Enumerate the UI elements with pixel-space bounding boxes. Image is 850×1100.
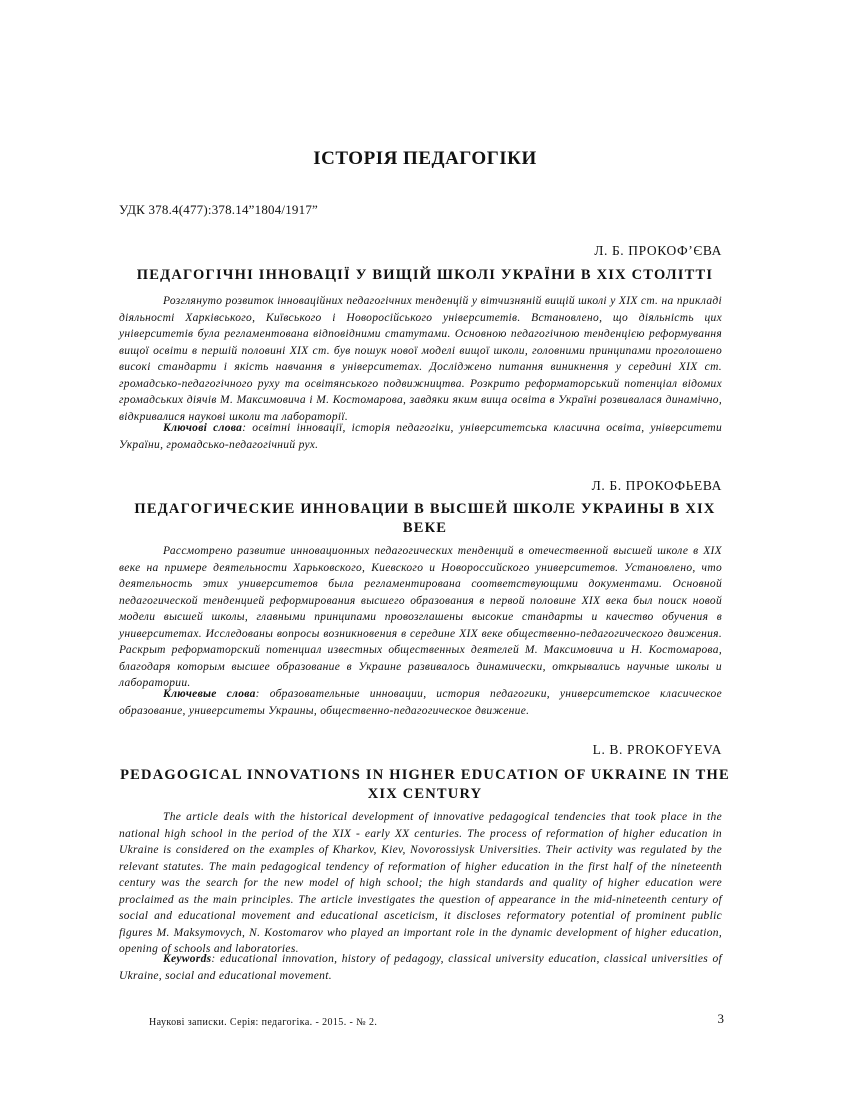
title-russian: ПЕДАГОГИЧЕСКИЕ ИННОВАЦИИ В ВЫСШЕЙ ШКОЛЕ УКРАИНЫ В XIX ВЕКЕ xyxy=(134,501,716,536)
page-number: 3 xyxy=(717,1011,724,1026)
keywords-label-russian: Ключевые слова xyxy=(163,688,256,700)
author-ukrainian: Л. Б. ПРОКОФ’ЄВА xyxy=(594,243,722,258)
section-title: ІСТОРІЯ ПЕДАГОГІКИ xyxy=(313,148,537,169)
keywords-label-ukrainian: Ключові слова xyxy=(163,422,243,434)
keywords-text-english: : educational innovation, history of pedagogy, classical university education, classical universities of Ukraine, social and educational movement. xyxy=(119,953,722,982)
keywords-text-russian: : образовательные инновации, история педагогики, университетское класическое образование, университеты Украины, общественно-педагогическое движение. xyxy=(119,688,722,717)
title-english: PEDAGOGICAL INNOVATIONS IN HIGHER EDUCATION OF UKRAINE IN THE XIX CENTURY xyxy=(120,767,730,802)
udc-code: УДК 378.4(477):378.14”1804/1917” xyxy=(119,202,319,217)
keywords-ukrainian xyxy=(119,420,722,453)
abstract-russian: Рассмотрено развитие инновационных педагогических тенденций в отечественной высшей школе в XIX веке на примере деятельности Харьковского, Киевского и Новороссийского университетов. Установлено, что деятельность этих университетов была регламентирована соответствующими документами. Основной педагогической тенденцией реформирования высшего образования в первой половине XIX века был поиск новой модели высшей школы, главными принципами провозглашены высокие стандарты и качество обучения в университетах. Исследованы вопросы возникновения в середине XIX веке общественно-педагогического движения. Раскрыт реформаторский потенциал известных общественных деятелей М. Максимовича и Н. Костомарова, благодаря которым высшее образование в Украине развивалось динамически, открывались научные школы и лаборатории. xyxy=(119,545,722,689)
abstract-english: The article deals with the historical development of innovative pedagogical tendencies that took place in the national high school in the period of the XIX - early XX centuries. The process of reformation of higher education in Ukraine is considered on the examples of Kharkov, Kiev, Novorossiysk Universities. Their activity was regulated by the relevant statutes. The main pedagogical tendency of reformation of higher education in the first half of the nineteenth century was the search for the new model of high school; the high standards and quality of higher education were proclaimed as the main principles. The article investigates the question of appearance in the mid-nineteenth century of social and educational movement and educational asceticism, it discloses reformatory potential of prominent public figures M. Maksymovych, N. Kostomarov who played an important role in the dynamic development of higher education, opening of schools and laboratories. xyxy=(119,811,722,955)
author-english: L. B. PROKOFYEVA xyxy=(592,742,722,757)
keywords-label-english: Keywords xyxy=(163,953,212,965)
title-ukrainian: ПЕДАГОГІЧНІ ІННОВАЦІЇ У ВИЩІЙ ШКОЛІ УКРАЇНИ В XIX СТОЛІТТІ xyxy=(136,267,714,283)
abstract-ukrainian: Розглянуто розвиток інноваційних педагогічних тенденцій у вітчизняній вищій школі у XIX ст. на прикладі діяльності Харківського, Київського і Новоросійського університетів. Встановлено, що діяльність цих університетів була регламентована відповідними статутами. Основною педагогічною тенденцією реформування вищої освіти в першій половині XIX ст. був пошук нової моделі вищої школи, головними принципами проголошено високі стандарти і якість навчання в університетах. Досліджено питання виникнення у середині XIX ст. громадсько-педагогічного руху та освітянського подвижництва. Розкрито реформаторський потенціал відомих громадських діячів М. Максимовича і М. Костомарова, завдяки яким вища освіта в Україні розвивалася динамічно, відкривалися наукові школи та лабораторії. xyxy=(119,295,722,423)
journal-footer: Наукові записки. Серія: педагогіка. - 2015. - № 2. xyxy=(149,1017,378,1028)
author-russian: Л. Б. ПРОКОФЬЕВА xyxy=(591,478,722,493)
keywords-english xyxy=(119,951,722,984)
keywords-text-ukrainian: : освітні інновації, історія педагогіки, університетська класична освіта, університети України, громадсько-педагогічний рух. xyxy=(119,422,723,451)
keywords-russian xyxy=(119,686,722,719)
